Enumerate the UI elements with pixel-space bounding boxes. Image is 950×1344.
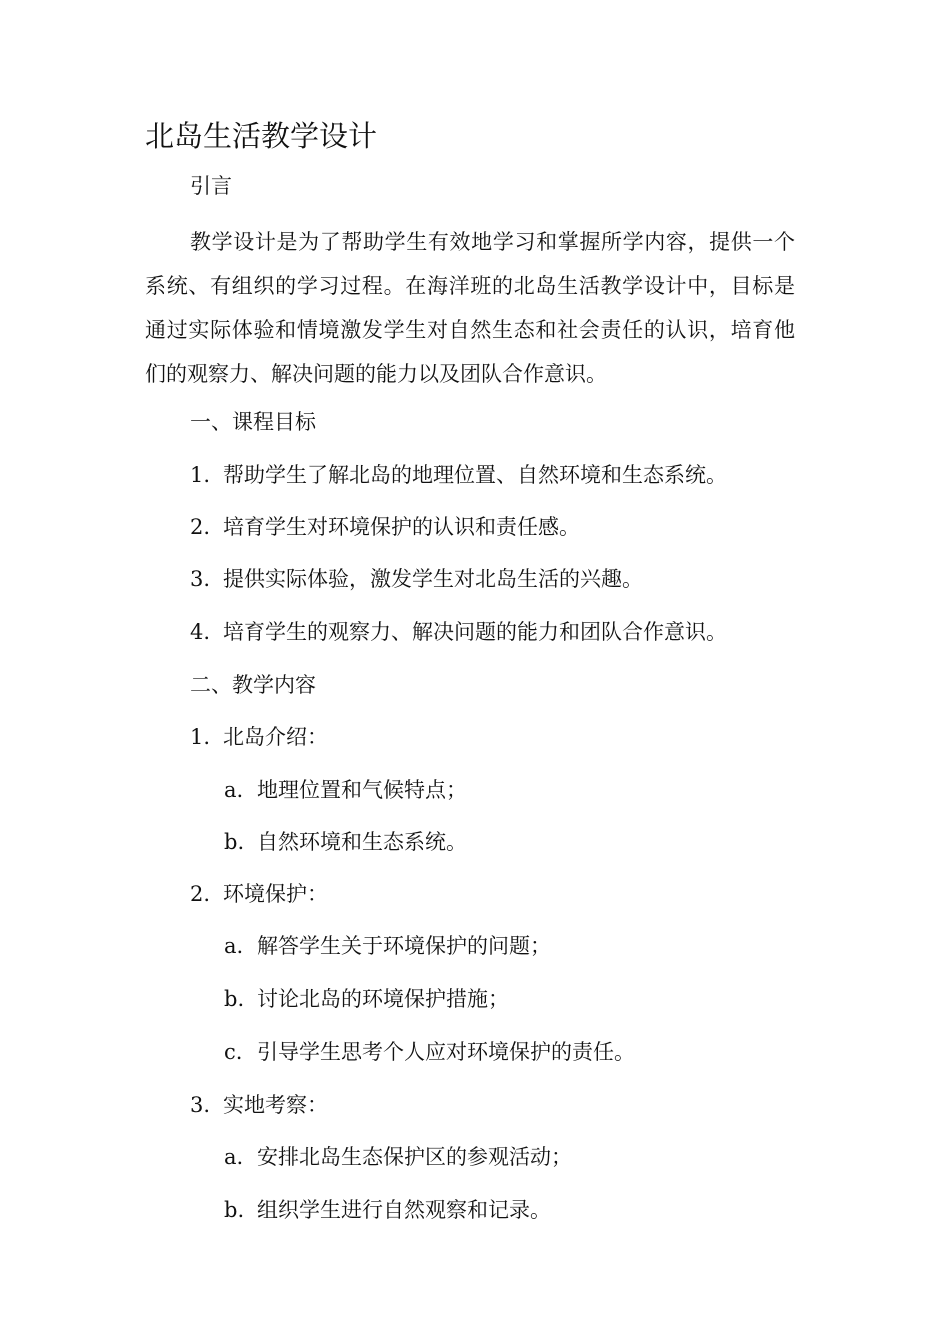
subitem-letter: a. xyxy=(224,778,244,802)
goal-number: 1. xyxy=(190,463,211,487)
goal-item xyxy=(190,617,727,647)
content-subitem xyxy=(224,827,467,857)
goal-item xyxy=(190,512,580,542)
goal-item xyxy=(190,564,643,594)
content-subitem xyxy=(224,1142,572,1172)
content-subitem xyxy=(224,984,509,1014)
section-title: 环境保护： xyxy=(223,882,328,906)
subitem-letter: a. xyxy=(224,1145,244,1169)
subitem-letter: b. xyxy=(224,1198,245,1222)
content-heading: 二、教学内容 xyxy=(190,673,316,697)
goal-number: 2. xyxy=(190,515,211,539)
content-subitem xyxy=(224,775,467,805)
content-section-title xyxy=(190,879,328,909)
content-subitem xyxy=(224,1037,635,1067)
goal-item xyxy=(190,460,727,490)
intro-heading: 引言 xyxy=(190,174,232,198)
goal-text: 培育学生对环境保护的认识和责任感。 xyxy=(223,515,580,539)
section-number: 3. xyxy=(190,1093,211,1117)
goals-heading: 一、课程目标 xyxy=(190,410,316,434)
subitem-text: 组织学生进行自然观察和记录。 xyxy=(257,1198,551,1222)
section-number: 1. xyxy=(190,725,211,749)
content-section-title xyxy=(190,722,328,752)
goal-number: 3. xyxy=(190,567,211,591)
intro-paragraph: 教学设计是为了帮助学生有效地学习和掌握所学内容，提供一个系统、有组织的学习过程。在海洋班的北岛生活教学设计中，目标是通过实际体验和情境激发学生对自然生态和社会责任的认识，培育他们的观察力、解决问题的能力以及团队合作意识。 xyxy=(145,230,795,386)
document-title: 北岛生活教学设计 xyxy=(145,119,378,153)
subitem-text: 引导学生思考个人应对环境保护的责任。 xyxy=(257,1040,635,1064)
content-section-title xyxy=(190,1090,328,1120)
subitem-letter: b. xyxy=(224,830,245,854)
goal-text: 提供实际体验，激发学生对北岛生活的兴趣。 xyxy=(223,567,643,591)
section-title: 北岛介绍： xyxy=(223,725,328,749)
goal-number: 4. xyxy=(190,620,211,644)
subitem-letter: b. xyxy=(224,987,245,1011)
subitem-text: 自然环境和生态系统。 xyxy=(257,830,467,854)
goal-text: 培育学生的观察力、解决问题的能力和团队合作意识。 xyxy=(223,620,727,644)
subitem-letter: a. xyxy=(224,934,244,958)
subitem-text: 讨论北岛的环境保护措施； xyxy=(257,987,509,1011)
content-subitem xyxy=(224,931,551,961)
content-subitem xyxy=(224,1195,551,1225)
subitem-text: 安排北岛生态保护区的参观活动； xyxy=(257,1145,572,1169)
section-number: 2. xyxy=(190,882,211,906)
section-title: 实地考察： xyxy=(223,1093,328,1117)
subitem-text: 地理位置和气候特点； xyxy=(257,778,467,802)
goal-text: 帮助学生了解北岛的地理位置、自然环境和生态系统。 xyxy=(223,463,727,487)
subitem-text: 解答学生关于环境保护的问题； xyxy=(257,934,551,958)
subitem-letter: c. xyxy=(224,1040,243,1064)
